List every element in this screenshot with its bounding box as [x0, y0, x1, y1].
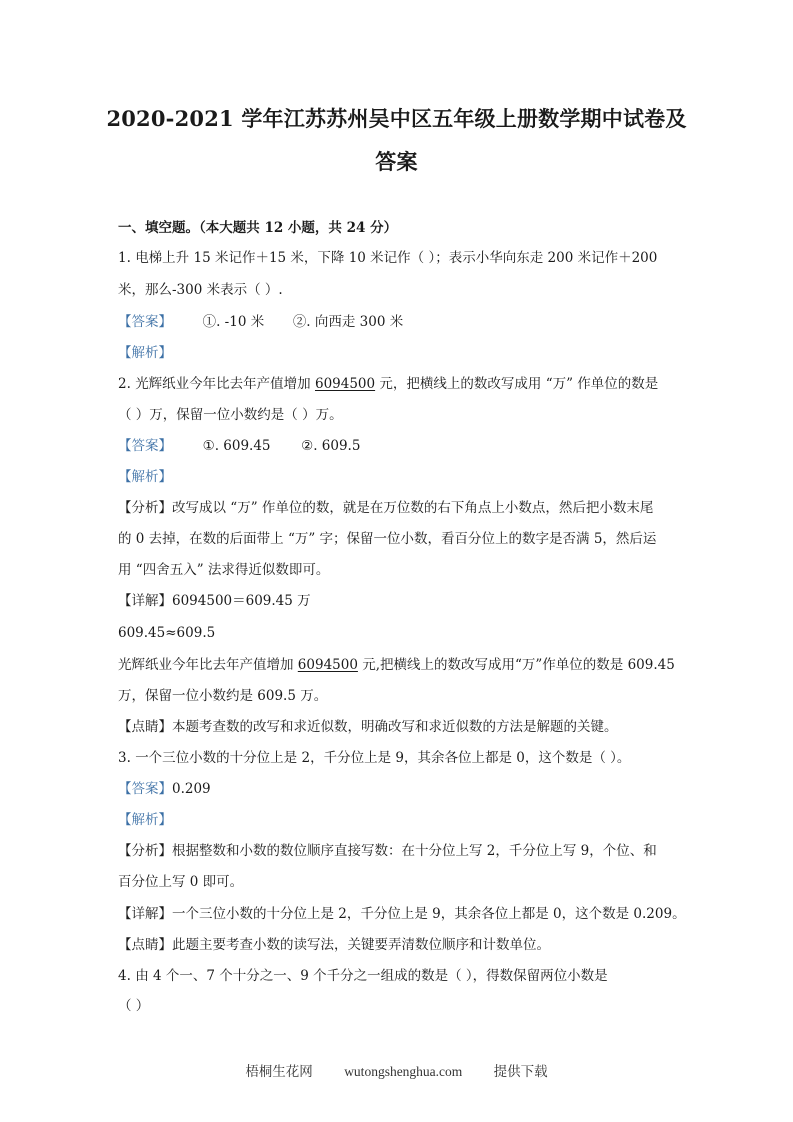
underlined-value: 6094500: [314, 376, 376, 392]
question-1-line2: 米，那么-300 米表示（ ）.: [118, 282, 283, 298]
xiangjie-label: 【详解】: [118, 906, 172, 922]
answer-part-1: ①. 609.45: [202, 438, 271, 454]
fenxi-label: 【分析】: [118, 843, 172, 859]
question-4-line1: [118, 967, 678, 985]
question-3-analysis-label: [118, 811, 678, 829]
answer-part-2: ②. 609.5: [301, 438, 361, 454]
question-3-line1: [118, 749, 678, 767]
question-2-dianjing: [118, 718, 678, 736]
question-2-line2: （ ）万，保留一位小数约是（ ）万。: [118, 407, 343, 423]
question-3-fenxi-line1: [118, 842, 678, 860]
question-2-fenxi-line2: 的 0 去掉，在数的后面带上 “万” 字；保留一位小数，看百分位上的数字是否满 5，然后运: [118, 531, 657, 547]
xiangjie-text: 一个三位小数的十分位上是 2，千分位上是 9，其余各位上都是 0，这个数是 0.209。: [172, 906, 686, 922]
question-1-analysis-label: [118, 344, 678, 362]
question-number: 1.: [118, 250, 131, 266]
question-1-line1: [118, 249, 678, 267]
question-3-xiangjie: [118, 905, 686, 923]
fenxi-label: 【分析】: [118, 500, 172, 516]
answer-value: 0.209: [172, 781, 211, 797]
page-title-line2: 答案: [375, 149, 418, 174]
question-number: 4.: [118, 968, 131, 984]
question-2-answer: [118, 437, 678, 455]
question-2-fenxi-line1: [118, 499, 678, 517]
question-3-fenxi-line2: 百分位上写 0 即可。: [118, 874, 244, 890]
page-footer: [0, 1060, 793, 1080]
question-text: 光辉纸业今年比去年产值增加: [135, 376, 315, 392]
question-2-xiangjie-line2: 609.45≈609.5: [118, 625, 216, 641]
analysis-label: 【解析】: [118, 345, 172, 361]
question-2-line1: [118, 375, 678, 393]
section-heading: 一、填空题。（本大题共 12 小题，共 24 分）: [118, 220, 398, 236]
dianjing-label: 【点睛】: [118, 937, 172, 953]
question-text: 电梯上升 15 米记作＋15 米，下降 10 米记作（ ）；表示小华向东走 200 米记作＋200: [135, 250, 658, 266]
question-2-xiangjie-line3: [118, 656, 678, 674]
question-2-analysis-label: [118, 468, 678, 486]
fenxi-text: 根据整数和小数的数位顺序直接写数：在十分位上写 2，千分位上写 9，个位、和: [172, 843, 657, 859]
question-2-fenxi-line3: 用 “四舍五入” 法求得近似数即可。: [118, 562, 330, 578]
dianjing-text: 本题考查数的改写和求近似数，明确改写和求近似数的方法是解题的关键。: [172, 719, 618, 735]
question-text: 元，把横线上的数改写成用 “万” 作单位的数是: [375, 376, 659, 392]
question-number: 2.: [118, 376, 131, 392]
underlined-value: 6094500: [297, 657, 358, 673]
question-number: 3.: [118, 750, 131, 766]
question-4-line2: （ ）: [118, 998, 150, 1014]
xiangjie-text: 光辉纸业今年比去年产值增加: [118, 657, 298, 673]
question-2-xiangjie-line1: [118, 592, 678, 610]
answer-label: 【答案】: [118, 438, 172, 454]
xiangjie-label: 【详解】: [118, 593, 172, 609]
fenxi-text: 改写成以 “万” 作单位的数，就是在万位数的右下角点上小数点，然后把小数末尾: [172, 500, 654, 516]
question-3-dianjing: [118, 936, 678, 954]
xiangjie-text: 元,把横线上的数改写成用“万”作单位的数是 609.45: [357, 657, 675, 673]
question-1-answer: [118, 313, 678, 331]
question-text: 由 4 个一、7 个十分之一、9 个千分之一组成的数是（ ），得数保留两位小数是: [135, 968, 608, 984]
footer-note: 提供下载: [493, 1064, 548, 1079]
dianjing-label: 【点睛】: [118, 719, 172, 735]
question-text: 一个三位小数的十分位上是 2，千分位上是 9，其余各位上都是 0，这个数是（ ）。: [135, 750, 631, 766]
answer-label: 【答案】: [118, 781, 172, 797]
question-3-answer: [118, 780, 678, 798]
answer-label: 【答案】: [118, 314, 172, 330]
xiangjie-text: 6094500＝609.45 万: [172, 593, 311, 609]
footer-domain-link[interactable]: wutongshenghua.com: [344, 1064, 463, 1079]
dianjing-text: 此题主要考查小数的读写法，关键要弄清数位顺序和计数单位。: [172, 937, 550, 953]
answer-part-1: ①. -10 米: [202, 314, 265, 330]
answer-part-2: ②. 向西走 300 米: [292, 314, 404, 330]
analysis-label: 【解析】: [118, 469, 172, 485]
question-2-xiangjie-line4: 万，保留一位小数约是 609.5 万。: [118, 688, 328, 704]
page-title-line1: 2020-2021 学年江苏苏州吴中区五年级上册数学期中试卷及: [106, 106, 687, 131]
footer-site-name: 梧桐生花网: [245, 1064, 313, 1079]
analysis-label: 【解析】: [118, 812, 172, 828]
